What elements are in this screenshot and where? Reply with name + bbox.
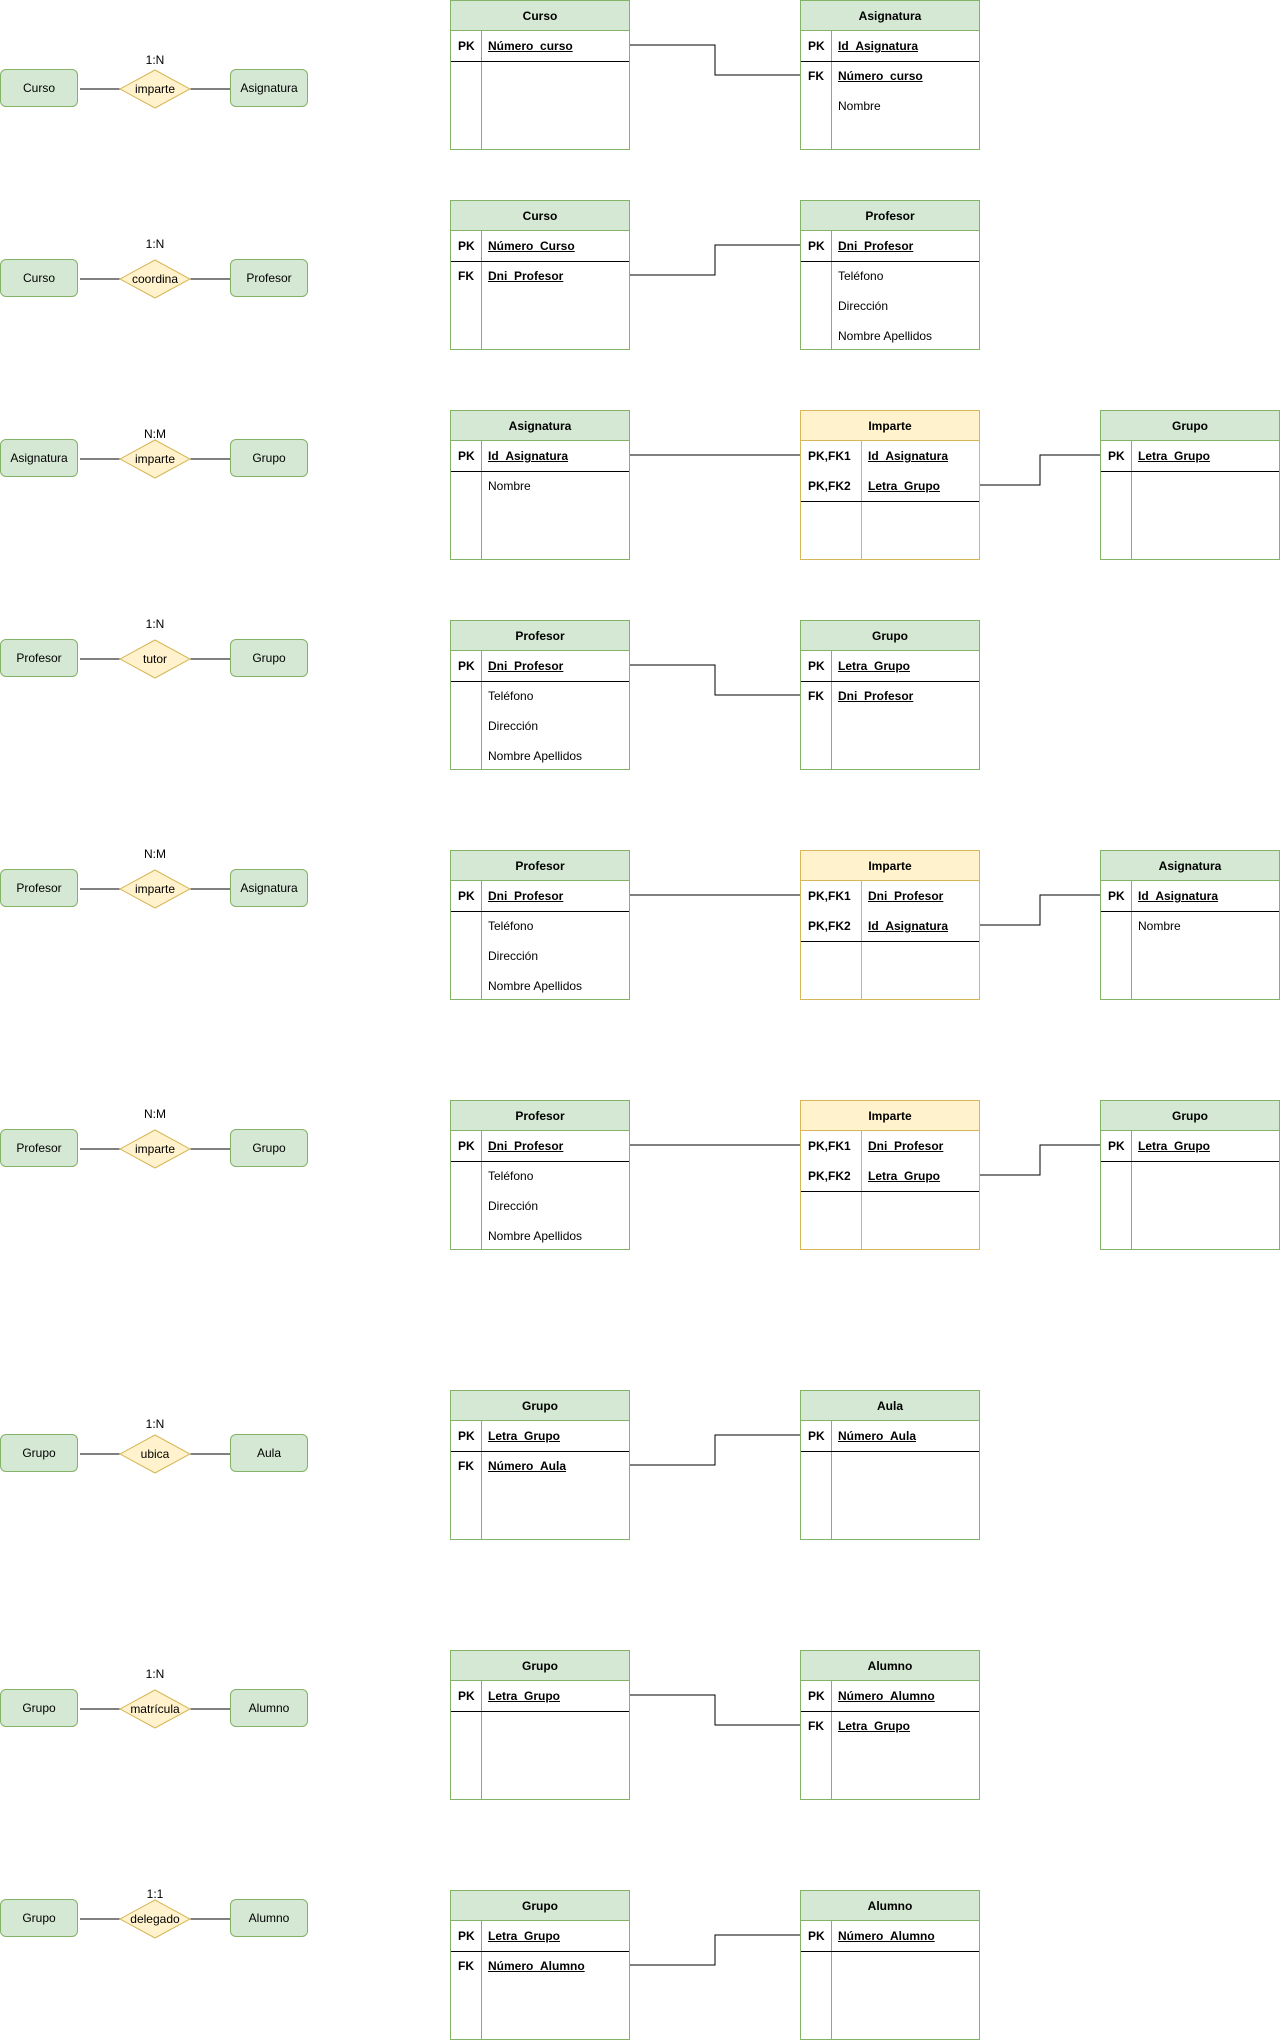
key-row: [801, 441, 979, 471]
key-separator: [451, 1711, 629, 1712]
entity-box[interactable]: [0, 1899, 78, 1937]
key-field: Letra_Grupo: [1138, 1139, 1211, 1153]
relation-connector: [630, 1695, 800, 1725]
attribute-row: [801, 681, 979, 711]
relation-connector: [630, 245, 800, 275]
key-type: PK: [1108, 889, 1125, 903]
key-field: Número_curso: [488, 39, 573, 53]
key-type: PK: [458, 239, 475, 253]
attribute-row: [801, 61, 979, 91]
entity-label: Aula: [256, 1446, 282, 1460]
key-type: PK: [808, 1689, 825, 1703]
attribute-row: [801, 321, 979, 351]
entity-label: Alumno: [248, 1911, 290, 1925]
key-row: [451, 1421, 629, 1451]
entity-label: Profesor: [16, 881, 62, 895]
key-field: Letra_Grupo: [868, 1169, 941, 1183]
key-row: [801, 651, 979, 681]
relation-connector: [630, 1935, 800, 1965]
table-grupo[interactable]: [450, 1890, 630, 2040]
key-field: Dni_Profesor: [488, 659, 564, 673]
attribute-field: Dirección: [838, 299, 889, 313]
attribute-field: Dirección: [488, 719, 539, 733]
attribute-row: [451, 1451, 629, 1481]
attribute-field: Dni_Profesor: [838, 689, 914, 703]
key-row: [801, 471, 979, 501]
entity-label: Grupo: [252, 651, 286, 665]
attribute-row: [1101, 911, 1279, 941]
entity-box[interactable]: [0, 259, 78, 297]
entity-box[interactable]: [230, 69, 308, 107]
table-title: Imparte: [801, 851, 979, 881]
relationship-label: imparte: [134, 452, 175, 466]
attribute-row: [451, 471, 629, 501]
key-row: [451, 31, 629, 61]
table-grupo[interactable]: [450, 1390, 630, 1540]
key-separator: [801, 501, 979, 502]
relationship-label: imparte: [134, 1142, 175, 1156]
entity-label: Asignatura: [240, 881, 298, 895]
attribute-field: Nombre: [488, 479, 531, 493]
table-profesor[interactable]: [800, 200, 980, 350]
entity-box[interactable]: [230, 1129, 308, 1167]
key-field: Letra_Grupo: [488, 1429, 561, 1443]
key-type: PK: [458, 1139, 475, 1153]
key-type: PK: [808, 659, 825, 673]
key-type: PK: [1108, 1139, 1125, 1153]
key-field: Número_Alumno: [838, 1929, 935, 1943]
key-row: [801, 1131, 979, 1161]
key-field: Dni_Profesor: [868, 1139, 944, 1153]
key-field: Id_Asignatura: [838, 39, 919, 53]
table-imparte[interactable]: [800, 850, 980, 1000]
entity-label: Asignatura: [240, 81, 298, 95]
entity-label: Curso: [22, 271, 55, 285]
relationship-diamond[interactable]: [119, 639, 191, 679]
table-title: Imparte: [801, 411, 979, 441]
key-type: PK: [458, 1429, 475, 1443]
key-type: PK: [808, 1929, 825, 1943]
attribute-row: [451, 1951, 629, 1981]
key-field: Id_Asignatura: [1138, 889, 1219, 903]
entity-box[interactable]: [0, 639, 78, 677]
key-field: Letra_Grupo: [488, 1689, 561, 1703]
cardinality-label: 1:1: [146, 1887, 164, 1901]
attribute-row: [451, 911, 629, 941]
relationship-diamond[interactable]: [119, 1689, 191, 1729]
key-separator: [1101, 1161, 1279, 1162]
cardinality-label: N:M: [144, 847, 166, 861]
table-title: Imparte: [801, 1101, 979, 1131]
key-row: [801, 881, 979, 911]
key-separator: [801, 1951, 979, 1952]
attribute-row: [801, 1711, 979, 1741]
entity-box[interactable]: [0, 439, 78, 477]
entity-label: Grupo: [22, 1701, 56, 1715]
entity-box[interactable]: [230, 259, 308, 297]
relation-connector: [980, 455, 1100, 485]
entity-label: Profesor: [16, 1141, 62, 1155]
attribute-field: Número_Alumno: [488, 1959, 585, 1973]
key-field: Dni_Profesor: [488, 1139, 564, 1153]
attribute-field: Teléfono: [488, 919, 534, 933]
key-field: Dni_Profesor: [488, 889, 564, 903]
key-type: PK: [458, 39, 475, 53]
key-field: Letra_Grupo: [488, 1929, 561, 1943]
key-row: [451, 1681, 629, 1711]
table-alumno[interactable]: [800, 1650, 980, 1800]
entity-label: Grupo: [252, 451, 286, 465]
table-title: Asignatura: [451, 411, 629, 441]
key-separator: [1101, 471, 1279, 472]
attribute-field: Nombre: [838, 99, 881, 113]
table-title: Profesor: [801, 201, 979, 231]
entity-label: Profesor: [246, 271, 292, 285]
attribute-field: Nombre Apellidos: [488, 979, 583, 993]
table-title: Grupo: [451, 1651, 629, 1681]
key-row: [801, 231, 979, 261]
attribute-field: Nombre: [1138, 919, 1181, 933]
relationship-label: ubica: [140, 1447, 170, 1461]
table-aula[interactable]: [800, 1390, 980, 1540]
key-field: Id_Asignatura: [868, 449, 949, 463]
key-separator: [801, 941, 979, 942]
key-type: PK: [808, 39, 825, 53]
attribute-row: [451, 971, 629, 1001]
key-separator: [801, 1451, 979, 1452]
table-title: Profesor: [451, 621, 629, 651]
key-type: PK: [458, 449, 475, 463]
table-title: Asignatura: [1101, 851, 1279, 881]
entity-label: Grupo: [252, 1141, 286, 1155]
key-type: PK,FK2: [808, 479, 851, 493]
attribute-row: [451, 1161, 629, 1191]
relation-connector: [630, 665, 800, 695]
table-grupo[interactable]: [1100, 1100, 1280, 1250]
entity-box[interactable]: [0, 1129, 78, 1167]
attribute-row: [801, 261, 979, 291]
attribute-row: [451, 711, 629, 741]
entity-box[interactable]: [0, 69, 78, 107]
entity-box[interactable]: [230, 639, 308, 677]
table-title: Grupo: [1101, 411, 1279, 441]
attribute-field: Teléfono: [488, 689, 534, 703]
table-title: Profesor: [451, 1101, 629, 1131]
key-separator: [801, 1191, 979, 1192]
key-row: [801, 911, 979, 941]
table-curso[interactable]: [450, 200, 630, 350]
entity-label: Curso: [22, 81, 55, 95]
table-asignatura[interactable]: [1100, 850, 1280, 1000]
key-field: Dni_Profesor: [838, 239, 914, 253]
entity-box[interactable]: [230, 1899, 308, 1937]
entity-label: Grupo: [22, 1446, 56, 1460]
key-field: Número_Alumno: [838, 1689, 935, 1703]
attribute-key: FK: [458, 269, 474, 283]
table-grupo[interactable]: [450, 1650, 630, 1800]
key-type: PK: [808, 239, 825, 253]
entity-box[interactable]: [230, 869, 308, 907]
key-type: PK,FK2: [808, 919, 851, 933]
attribute-row: [451, 941, 629, 971]
cardinality-label: N:M: [144, 1107, 166, 1121]
relationship-diamond[interactable]: [119, 1129, 191, 1169]
attribute-field: Nombre Apellidos: [838, 329, 933, 343]
attribute-field: Teléfono: [838, 269, 884, 283]
relationship-diamond[interactable]: [119, 439, 191, 479]
key-type: PK,FK2: [808, 1169, 851, 1183]
relationship-diamond[interactable]: [119, 259, 191, 299]
attribute-field: Dirección: [488, 1199, 539, 1213]
key-type: PK: [458, 1929, 475, 1943]
attribute-key: FK: [458, 1459, 474, 1473]
table-profesor[interactable]: [450, 850, 630, 1000]
attribute-field: Dirección: [488, 949, 539, 963]
table-asignatura[interactable]: [800, 0, 980, 150]
attribute-key: FK: [808, 689, 824, 703]
relation-connector: [630, 1435, 800, 1465]
key-row: [801, 1161, 979, 1191]
attribute-row: [451, 681, 629, 711]
table-title: Grupo: [451, 1391, 629, 1421]
entity-box[interactable]: [0, 1689, 78, 1727]
table-title: Curso: [451, 201, 629, 231]
cardinality-label: 1:N: [145, 237, 165, 251]
relationship-label: matrícula: [130, 1702, 180, 1716]
key-type: PK: [458, 889, 475, 903]
key-row: [801, 1421, 979, 1451]
key-field: Dni_Profesor: [868, 889, 944, 903]
relationship-label: delegado: [130, 1912, 180, 1926]
entity-label: Grupo: [22, 1911, 56, 1925]
entity-box[interactable]: [230, 1689, 308, 1727]
table-title: Asignatura: [801, 1, 979, 31]
table-title: Alumno: [801, 1891, 979, 1921]
table-grupo[interactable]: [800, 620, 980, 770]
attribute-field: Dni_Profesor: [488, 269, 564, 283]
relation-connector: [980, 895, 1100, 925]
attribute-field: Número_Aula: [488, 1459, 567, 1473]
entity-box[interactable]: [0, 1434, 78, 1472]
relationship-label: tutor: [142, 652, 167, 666]
key-type: PK,FK1: [808, 449, 851, 463]
cardinality-label: 1:N: [145, 1667, 165, 1681]
key-separator: [451, 61, 629, 62]
relationship-diamond[interactable]: [119, 869, 191, 909]
attribute-key: FK: [808, 69, 824, 83]
relationship-diamond[interactable]: [119, 1434, 191, 1474]
table-alumno[interactable]: [800, 1890, 980, 2040]
entity-label: Profesor: [16, 651, 62, 665]
table-title: Curso: [451, 1, 629, 31]
key-type: PK: [458, 659, 475, 673]
cardinality-label: 1:N: [145, 53, 165, 67]
key-row: [451, 651, 629, 681]
cardinality-label: N:M: [144, 427, 166, 441]
key-row: [451, 1131, 629, 1161]
table-title: Grupo: [451, 1891, 629, 1921]
table-title: Alumno: [801, 1651, 979, 1681]
key-field: Número_Curso: [488, 239, 575, 253]
relationship-label: imparte: [134, 882, 175, 896]
attribute-field: Nombre Apellidos: [488, 749, 583, 763]
table-imparte[interactable]: [800, 1100, 980, 1250]
table-grupo[interactable]: [1100, 410, 1280, 560]
key-row: [451, 1921, 629, 1951]
key-type: PK: [1108, 449, 1125, 463]
key-field: Letra_Grupo: [1138, 449, 1211, 463]
key-type: PK,FK1: [808, 889, 851, 903]
key-row: [801, 1921, 979, 1951]
entity-label: Alumno: [248, 1701, 290, 1715]
key-field: Número_Aula: [838, 1429, 917, 1443]
attribute-field: Letra_Grupo: [838, 1719, 911, 1733]
relationship-label: coordina: [131, 272, 179, 286]
table-curso[interactable]: [450, 0, 630, 150]
key-type: PK: [808, 1429, 825, 1443]
key-row: [801, 31, 979, 61]
entity-label: Asignatura: [10, 451, 68, 465]
key-row: [1101, 881, 1279, 911]
relation-connector: [980, 1145, 1100, 1175]
key-row: [451, 231, 629, 261]
relationship-label: imparte: [134, 82, 175, 96]
table-imparte[interactable]: [800, 410, 980, 560]
table-title: Grupo: [1101, 1101, 1279, 1131]
key-type: PK,FK1: [808, 1139, 851, 1153]
table-title: Grupo: [801, 621, 979, 651]
key-row: [1101, 441, 1279, 471]
table-profesor[interactable]: [450, 620, 630, 770]
attribute-row: [801, 291, 979, 321]
attribute-key: FK: [808, 1719, 824, 1733]
key-row: [451, 441, 629, 471]
attribute-row: [451, 1191, 629, 1221]
entity-box[interactable]: [230, 439, 308, 477]
key-field: Letra_Grupo: [868, 479, 941, 493]
table-profesor[interactable]: [450, 1100, 630, 1250]
table-asignatura[interactable]: [450, 410, 630, 560]
attribute-field: Nombre Apellidos: [488, 1229, 583, 1243]
attribute-row: [451, 1221, 629, 1251]
attribute-field: Número_curso: [838, 69, 923, 83]
key-field: Letra_Grupo: [838, 659, 911, 673]
cardinality-label: 1:N: [145, 1417, 165, 1431]
entity-box[interactable]: [230, 1434, 308, 1472]
key-type: PK: [458, 1689, 475, 1703]
key-row: [801, 1681, 979, 1711]
relationship-diamond[interactable]: [119, 69, 191, 109]
key-field: Id_Asignatura: [488, 449, 569, 463]
attribute-field: Teléfono: [488, 1169, 534, 1183]
attribute-key: FK: [458, 1959, 474, 1973]
table-title: Profesor: [451, 851, 629, 881]
cardinality-label: 1:N: [145, 617, 165, 631]
relationship-diamond[interactable]: [119, 1899, 191, 1939]
key-row: [1101, 1131, 1279, 1161]
key-row: [451, 881, 629, 911]
table-title: Aula: [801, 1391, 979, 1421]
key-field: Id_Asignatura: [868, 919, 949, 933]
relation-connector: [630, 45, 800, 75]
attribute-row: [451, 261, 629, 291]
attribute-row: [451, 741, 629, 771]
entity-box[interactable]: [0, 869, 78, 907]
attribute-row: [801, 91, 979, 121]
